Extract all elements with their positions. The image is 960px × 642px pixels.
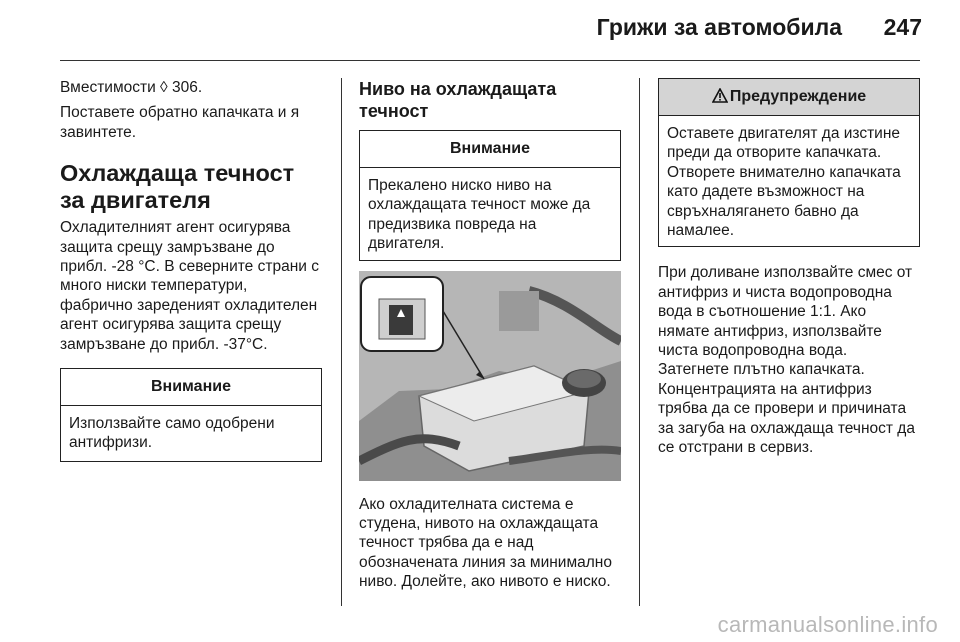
caution-title: Внимание — [61, 369, 321, 406]
section-heading: Ниво на охлаждащата течност — [359, 79, 557, 121]
column-2 — [359, 78, 621, 592]
column-divider — [341, 78, 342, 606]
caution-text: Използвайте само одобрени антифризи. — [69, 415, 275, 452]
coolant-reservoir-photo — [359, 271, 621, 481]
header-rule — [60, 60, 920, 61]
warning-box — [658, 78, 920, 247]
watermark: carmanualsonline.info — [717, 612, 938, 637]
page-header — [0, 0, 960, 62]
paragraph: При доливане използвайте смес от антифриз и чиста водопроводна вода в съотношение 1:1. Ако нямате антифриз, използвайте чиста водопроводна вода. Затегнете плътно капачката. Концентрацията на антифриз трябва да се провери и причината за загуба на охлаждаща течност да се отстрани в сервиз. — [658, 264, 915, 457]
caution-box — [359, 130, 621, 261]
paragraph: Охладителният агент осигурява защита срещу замръзване до прибл. -28 °C. В северните страни с много ниски температури, фабрично зареденият охладителен агент осигурява защита срещу замръзване до прибл. -37°C. — [60, 219, 319, 353]
page-number: 247 — [883, 14, 922, 40]
paragraph: Ако охладителната система е студена, нивото на охлаждащата течност трябва да е над обозначената линия за минимално ниво. Долейте, ако нивото е ниско. — [359, 495, 612, 591]
warning-header — [659, 79, 919, 116]
warning-text: Оставете двигателят да изстине преди да отворите капачката. Отворете внимателно капачката като дадете възможност на свръхналягането бавно да намалее. — [667, 125, 901, 240]
caution-text: Прекалено ниско ниво на охлаждащата течност може да предизвика повреда на двигателя. — [368, 177, 591, 253]
column-1 — [60, 78, 322, 462]
warning-title: Предупреждение — [729, 88, 867, 105]
column-divider — [639, 78, 640, 606]
warning-triangle-icon — [712, 81, 728, 117]
column-3 — [658, 78, 920, 458]
caution-box — [60, 368, 322, 462]
section-heading: Охлаждаща течност за двигателя — [60, 160, 295, 214]
paragraph: Поставете обратно капачката и я завинтете. — [60, 104, 300, 141]
paragraph: Вместимости ◊ 306. — [60, 79, 203, 96]
header-title: Грижи за автомобила — [596, 14, 842, 40]
caution-title: Внимание — [360, 131, 620, 168]
